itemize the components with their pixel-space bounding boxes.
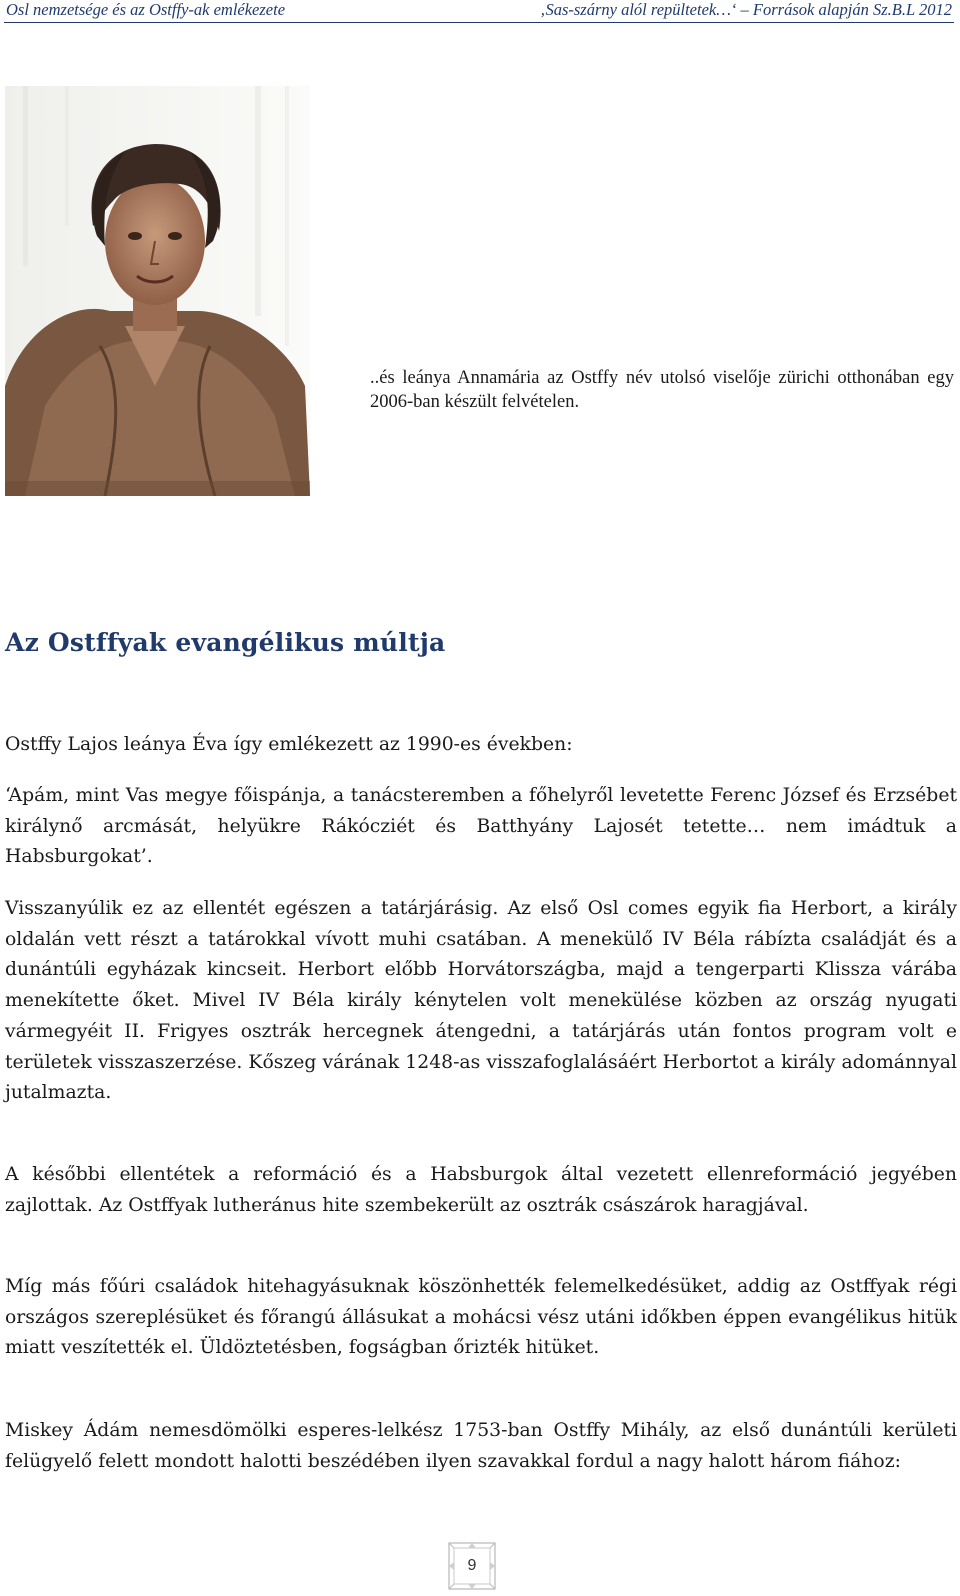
paragraph-funeral-speech: Miskey Ádám nemesdömölki esperes-lelkész 1753-ban Ostffy Mihály, az első dunántúli kerületi felügyelő felett mondott halotti beszédében ilyen szavakkal fordul a nagy halott három fiához: (5, 1420, 957, 1472)
header-rule (4, 22, 954, 23)
header-right-title: ‚Sas-szárny alól repültetek…‘ – Források alapján Sz.B.L 2012 (539, 0, 952, 19)
paragraph-faith: Míg más főúri családok hitehagyásuknak köszönhették felemelkedésüket, addig az Ostffyak régi országos szereplésüket és főrangú állásukat a mohácsi vész utáni időkben éppen evangélikus hitük miatt veszítették el. Üldöztetésben, fogságban őrizték hitüket. (5, 1276, 957, 1359)
paragraph-reformation: A későbbi ellentétek a reformáció és a Habsburgok által vezetett ellenreformáció jegyében zajlottak. Az Ostffyak lutheránus hite szembekerült az osztrák császárok haragjával. (5, 1164, 957, 1216)
page-number-badge (446, 1540, 498, 1592)
paragraph-intro: Ostffy Lajos leánya Éva így emlékezett az 1990-es években: (5, 734, 573, 755)
header-left-title: Osl nemzetsége és az Ostffy-ak emlékezete (6, 0, 286, 19)
portrait-photo (5, 86, 310, 496)
photo-caption: ..és leánya Annamária az Ostffy név utolsó viselője zürichi otthonában egy 2006-ban készült felvételen. (370, 368, 954, 412)
page-number: 9 (467, 1557, 477, 1574)
page-header (0, 0, 960, 26)
paragraph-quote: ‘Apám, mint Vas megye főispánja, a tanácsteremben a főhelyről levetette Ferenc József és Erzsébet királynő arcmását, helyükre Rákócziét és Batthyány Lajosét tetette… nem imádtuk a Habsburgokat’. (5, 785, 957, 868)
section-heading: Az Ostffyak evangélikus múltja (5, 628, 446, 657)
paragraph-tatar-invasion: Visszanyúlik ez az ellentét egészen a tatárjárásig. Az első Osl comes egyik fia Herbort, a király oldalán vett részt a tatárokkal vívott muhi csatában. A menekülő IV Béla rábízta családját és a dunántúli egyházak kincseit. Herbort előbb Horvátországba, majd a tengerparti Klissza várába menekítette őket. Mivel IV Béla király kénytelen volt menekülése közben az ország nyugati vármegyéit II. Frigyes osztrák hercegnek átengedni, a tatárjárás után fontos program volt e területek visszaszerzése. Kőszeg várának 1248-as visszafoglalásáért Herbortot a király adománnyal jutalmazta. (5, 898, 957, 1104)
